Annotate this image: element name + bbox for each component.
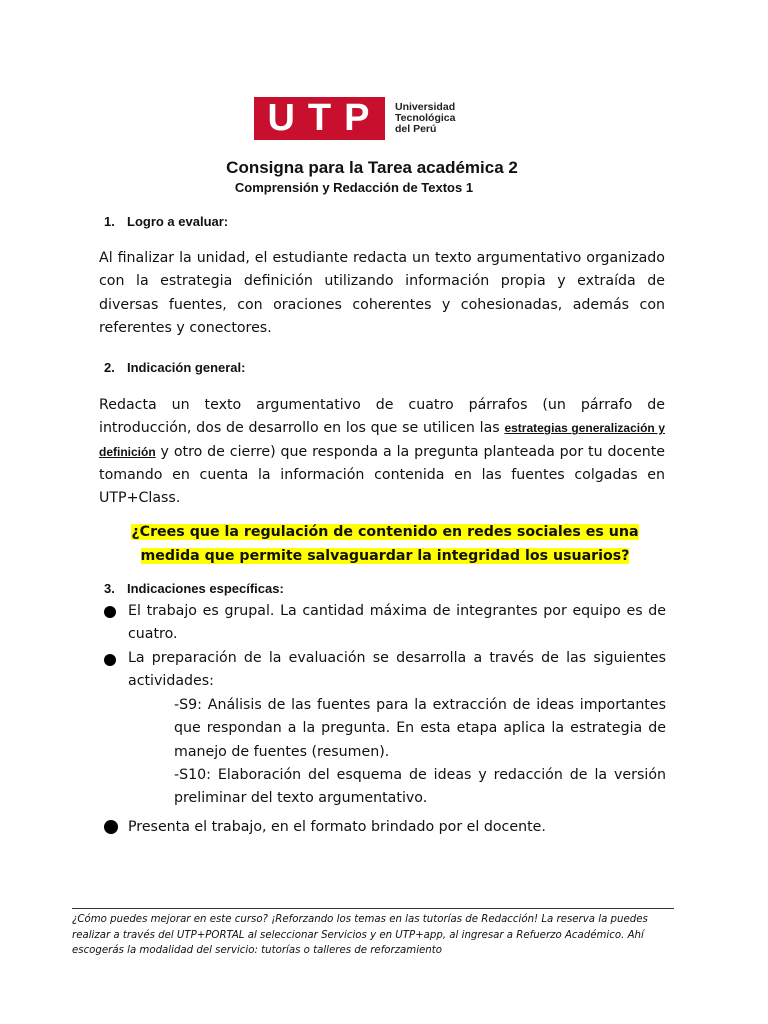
bullet-2-text: La preparación de la evaluación se desarrolla a través de las siguientes actividades:	[128, 650, 666, 690]
logo-letter-p: P	[344, 97, 372, 139]
bullet-dot-icon	[104, 820, 118, 834]
logo-line-2: Tecnológica	[395, 112, 456, 124]
question-line-2: medida que permite salvaguardar la integridad los usuarios?	[140, 547, 630, 564]
footer-note: ¿Cómo puedes mejorar en este curso? ¡Reforzando los temas en las tutorías de Redacción! La reserva la puedes realizar a través del UTP+PORTAL al seleccionar Servicios y en UTP+app, al ingresar a Refuerzo Académico. Ahí escogerás la modalidad del servicio: tutorías o talleres de reforzamiento	[72, 914, 648, 956]
footer-divider	[72, 908, 674, 909]
bullet-dot-icon	[104, 606, 116, 618]
section-2-title: Indicación general:	[127, 360, 246, 375]
logo-line-3: del Perú	[395, 123, 437, 135]
section-2-number: 2.	[104, 360, 115, 375]
section-2-strategies: estrategias generalización y definición	[99, 421, 665, 459]
guiding-question	[110, 521, 660, 568]
utp-logo-mark	[254, 97, 385, 140]
section-3-heading	[104, 581, 284, 596]
page-title: Consigna para la Tarea académica 2	[226, 158, 518, 177]
bullet-3-text: Presenta el trabajo, en el formato brindado por el docente.	[128, 819, 546, 835]
section-1-number: 1.	[104, 214, 115, 229]
section-1-heading	[104, 214, 228, 229]
section-2-text	[99, 394, 665, 510]
section-2-heading	[104, 360, 245, 375]
bullet-1-text: El trabajo es grupal. La cantidad máxima de integrantes por equipo es de cuatro.	[128, 603, 666, 643]
logo-wordmark	[395, 102, 455, 135]
section-1-title: Logro a evaluar:	[127, 214, 229, 229]
question-line-1: ¿Crees que la regulación de contenido en redes sociales es una	[131, 524, 639, 540]
section-2-text-before: Redacta un texto argumentativo de cuatro párrafos (un párrafo de introducción, dos de desarrollo en los que se utilicen las	[99, 397, 665, 437]
section-2-text-after: y otro de cierre) que responda a la pregunta planteada por tu docente tomando en cuenta la información contenida en las fuentes colgadas en UTP+Class.	[99, 443, 665, 507]
page-subtitle: Comprensión y Redacción de Textos 1	[234, 180, 474, 195]
section-3-title: Indicaciones específicas:	[127, 581, 284, 596]
activity-s9: -S9: Análisis de las fuentes para la extracción de ideas importantes que respondan a la pregunta. En esta etapa aplica la estrategia de manejo de fuentes (resumen).	[174, 697, 666, 760]
logo-letter-t: T	[307, 97, 334, 139]
utp-logo	[254, 97, 455, 140]
bullet-item-3	[104, 816, 666, 840]
logo-line-1: Universidad	[395, 101, 456, 113]
activity-s10: -S10: Elaboración del esquema de ideas y redacción de la versión preliminar del texto argumentativo.	[174, 767, 666, 807]
bullet-item-1	[104, 600, 666, 648]
logo-letter-u: U	[267, 97, 297, 139]
section-1-text: Al finalizar la unidad, el estudiante redacta un texto argumentativo organizado con la estrategia definición utilizando información propia y extraída de diversas fuentes, con oraciones coherentes y cohesionadas, además con referentes y conectores.	[99, 250, 665, 336]
bullet-dot-icon	[104, 654, 116, 666]
bullet-item-2	[104, 647, 666, 695]
section-3-number: 3.	[104, 581, 115, 596]
